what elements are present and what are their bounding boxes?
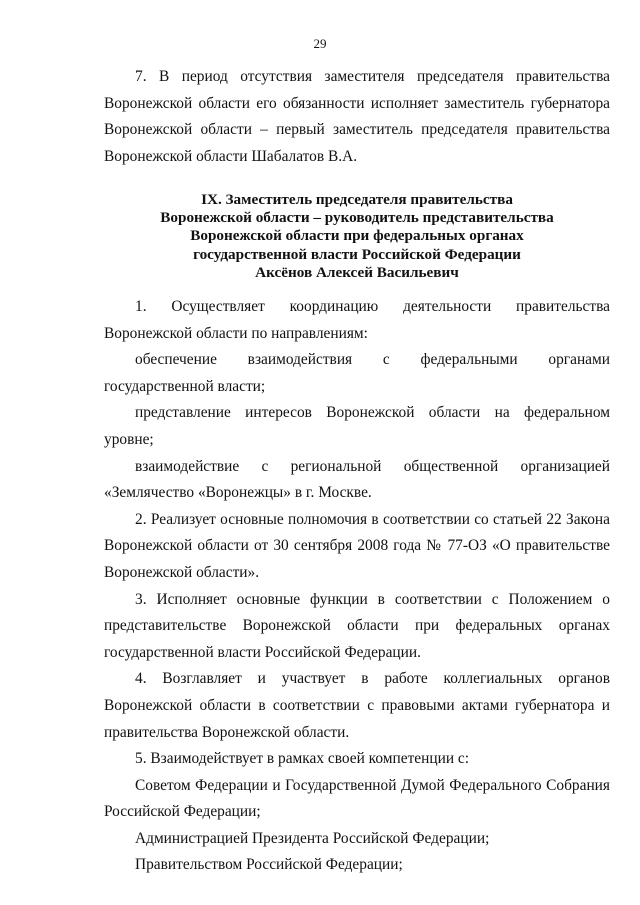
section-ix-body <box>104 294 610 879</box>
paragraph-5-item-1: Советом Федерации и Государственной Думой Федерального Собрания Российской Федерации; <box>104 776 610 821</box>
heading-line-4: государственной власти Российской Федерации <box>193 245 521 263</box>
heading-line-3: Воронежской области при федеральных органах <box>190 227 524 245</box>
paragraph-5-item-3: Правительством Российской Федерации; <box>135 856 403 874</box>
paragraph-3: 3. Исполняет основные функции в соответствии с Положением о представительстве Воронежской области при федеральных органах государственной власти Российской Федерации. <box>104 590 610 661</box>
heading-line-1: IX. Заместитель председателя правительства <box>201 191 513 208</box>
section-heading-ix <box>104 191 610 282</box>
paragraph-1-item-1: обеспечение взаимодействия с федеральными органами государственной власти; <box>104 351 610 395</box>
section-8-continuation <box>104 64 610 170</box>
paragraph-1: 1. Осуществляет координацию деятельности правительства Воронежской области по направлениям: <box>104 298 610 342</box>
heading-line-2: Воронежской области – руководитель представительства <box>160 209 554 227</box>
paragraph-2: 2. Реализует основные полномочия в соответствии со статьей 22 Закона Воронежской области от 30 сентября 2008 года № 77-ОЗ «О правительстве Воронежской области». <box>104 510 610 581</box>
paragraph-5: 5. Взаимодействует в рамках своей компетенции с: <box>135 750 470 768</box>
paragraph-4: 4. Возглавляет и участвует в работе коллегиальных органов Воронежской области в соответствии с правовыми актами губернатора и правительства Воронежской области. <box>104 670 610 741</box>
page-number: 29 <box>313 36 327 51</box>
paragraph-7: 7. В период отсутствия заместителя председателя правительства Воронежской области его обязанности исполняет заместитель губернатора Воронежской области – первый заместитель председателя правительства Воронежской области Шабалатов В.А. <box>104 68 610 165</box>
heading-person-name: Аксёнов Алексей Васильевич <box>255 263 459 281</box>
paragraph-5-item-2: Администрацией Президента Российской Федерации; <box>135 829 490 847</box>
paragraph-1-item-2: представление интересов Воронежской области на федеральном уровне; <box>104 404 610 448</box>
paragraph-1-item-3: взаимодействие с региональной общественной организацией «Землячество «Воронежцы» в г. Москве. <box>104 457 610 502</box>
